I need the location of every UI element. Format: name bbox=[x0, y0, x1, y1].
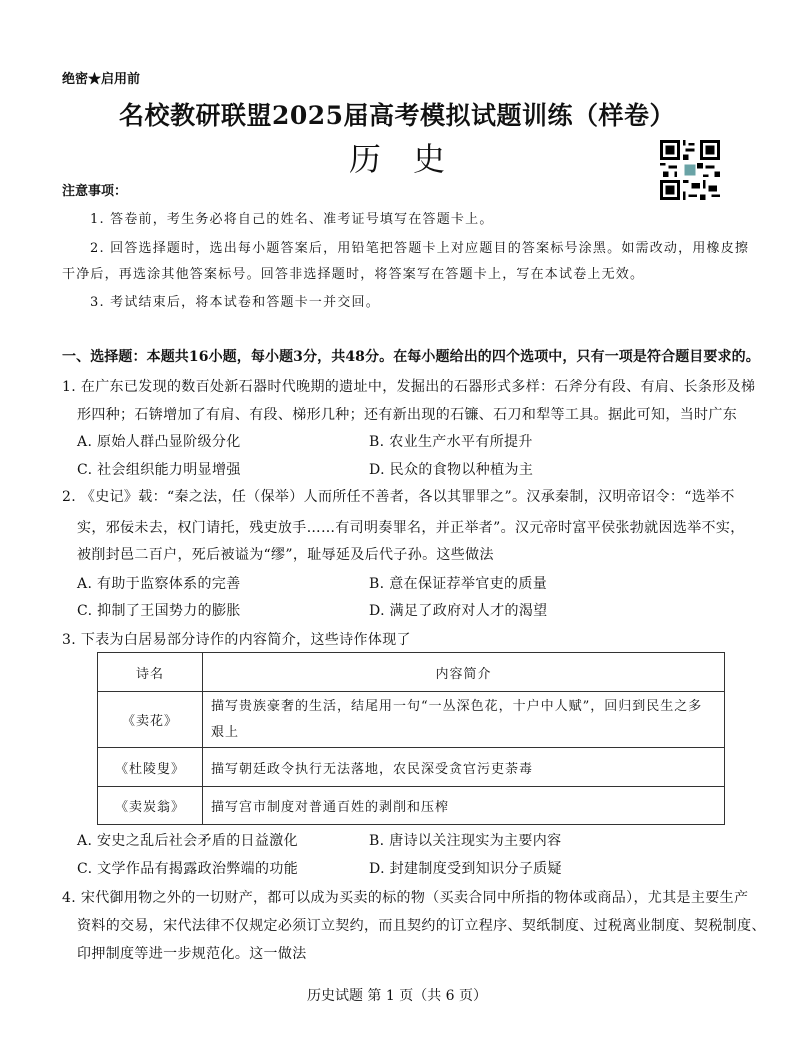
poem-name: 《杜陵叟》 bbox=[98, 748, 203, 787]
question-2-stem: 被削封邑二百户，死后被谥为“缪”，耻辱延及后代子孙。这些做法 bbox=[77, 547, 494, 563]
question-3-option-a[interactable]: A. 安史之乱后社会矛盾的日益激化 bbox=[77, 833, 298, 849]
poem-summary: 描写宫市制度对普通百姓的剥削和压榨 bbox=[203, 787, 725, 825]
exam-title: 名校教研联盟2025届高考模拟试题训练（样卷） bbox=[118, 101, 676, 130]
question-2-option-d[interactable]: D. 满足了政府对人才的渴望 bbox=[369, 603, 548, 619]
notes-heading: 注意事项： bbox=[62, 184, 128, 199]
table-header: 内容简介 bbox=[203, 653, 725, 692]
table-row bbox=[98, 692, 725, 748]
note-line: 干净后，再选涂其他答案标号。回答非选择题时，将答案写在答题卡上，写在本试卷上无效。 bbox=[62, 267, 645, 282]
poem-name: 《卖炭翁》 bbox=[98, 787, 203, 825]
question-4-stem: 4. 宋代御用物之外的一切财产，都可以成为买卖的标的物（买卖合同中所指的物体或商品），尤其是主要生产 bbox=[62, 890, 749, 906]
table-header: 诗名 bbox=[98, 653, 203, 692]
poem-summary: 描写贵族豪奢的生活，结尾用一句“一丛深色花，十户中人赋”，回归到民生之多艰上 bbox=[203, 692, 725, 748]
question-1-stem: 1. 在广东已发现的数百处新石器时代晚期的遗址中，发掘出的石器形式多样：石斧分有段、有肩、长条形及梯 bbox=[62, 379, 756, 395]
poems-table bbox=[97, 652, 725, 825]
confidential-label: 绝密★启用前 bbox=[62, 72, 141, 87]
poem-name: 《卖花》 bbox=[98, 692, 203, 748]
question-3-option-c[interactable]: C. 文学作品有揭露政治弊端的功能 bbox=[77, 861, 299, 877]
question-1-option-d[interactable]: D. 民众的食物以种植为主 bbox=[369, 462, 534, 478]
table-header-row bbox=[98, 653, 725, 692]
note-line: 3. 考试结束后，将本试卷和答题卡一并交回。 bbox=[90, 295, 380, 310]
question-3-option-b[interactable]: B. 唐诗以关注现实为主要内容 bbox=[369, 833, 562, 849]
question-4-stem: 资料的交易，宋代法律不仅规定必须订立契约，而且契约的订立程序、契纸制度、过税离业制度、契税制度、 bbox=[77, 918, 766, 934]
note-line: 1. 答卷前，考生务必将自己的姓名、准考证号填写在答题卡上。 bbox=[90, 212, 494, 227]
question-1-stem: 形四种；石锛增加了有肩、有段、梯形几种；还有新出现的石镰、石刀和犁等工具。据此可知，当时广东 bbox=[77, 407, 738, 423]
question-1-option-b[interactable]: B. 农业生产水平有所提升 bbox=[369, 434, 533, 450]
qr-code-icon bbox=[660, 140, 720, 200]
table-row bbox=[98, 748, 725, 787]
question-2-stem: 2. 《史记》载：“秦之法，任（保举）人而所任不善者，各以其罪罪之”。汉承秦制，汉明帝诏令：“选举不 bbox=[62, 489, 735, 505]
note-line: 2. 回答选择题时，选出每小题答案后，用铅笔把答题卡上对应题目的答案标号涂黑。如需改动，用橡皮擦 bbox=[90, 241, 750, 256]
question-1-option-c[interactable]: C. 社会组织能力明显增强 bbox=[77, 462, 241, 478]
question-3-stem: 3. 下表为白居易部分诗作的内容简介，这些诗作体现了 bbox=[62, 632, 411, 648]
table-row bbox=[98, 787, 725, 825]
page-footer: 历史试题 第 1 页（共 6 页） bbox=[306, 988, 488, 1004]
poem-summary: 描写朝廷政令执行无法落地，农民深受贪官污吏荼毒 bbox=[203, 748, 725, 787]
question-2-option-b[interactable]: B. 意在保证荐举官吏的质量 bbox=[369, 576, 548, 592]
question-2-stem: 实，邪佞未去，权门请托，残吏放手……有司明奏罪名，并正举者”。汉元帝时富平侯张勃就因选举不实， bbox=[77, 520, 745, 536]
subject-title: 历 史 bbox=[348, 140, 445, 178]
question-1-option-a[interactable]: A. 原始人群凸显阶级分化 bbox=[77, 434, 241, 450]
question-3-option-d[interactable]: D. 封建制度受到知识分子质疑 bbox=[369, 861, 562, 877]
question-2-option-a[interactable]: A. 有助于监察体系的完善 bbox=[77, 576, 241, 592]
question-4-stem: 印押制度等进一步规范化。这一做法 bbox=[77, 946, 307, 962]
section-heading: 一、选择题：本题共16小题，每小题3分，共48分。在每小题给出的四个选项中，只有一项是符合题目要求的。 bbox=[62, 349, 760, 365]
question-2-option-c[interactable]: C. 抑制了王国势力的膨胀 bbox=[77, 603, 241, 619]
